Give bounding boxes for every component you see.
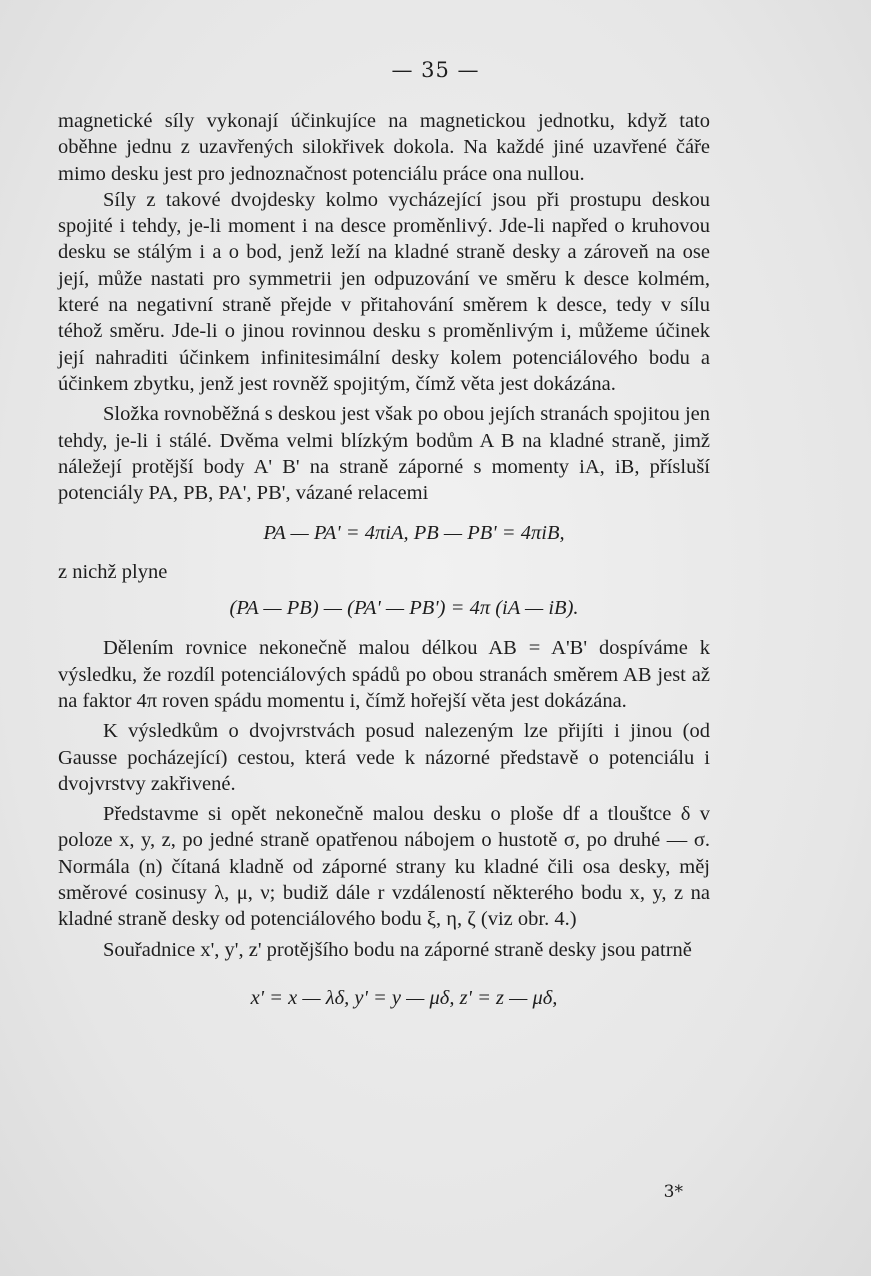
paragraph: Souřadnice x', y', z' protějšího bodu na záporné straně desky jsou patrně	[103, 938, 692, 961]
equation: x' = x — λδ, y' = y — μδ, z' = z — μδ,	[250, 986, 558, 1009]
paragraph: K výsledkům o dvojvrstvách posud nalezeným lze přijíti i jinou (od Gausse pocházející) cestou, která vede k názorné představě o potenciálu i dvojvrstvy zakřivené.	[58, 720, 710, 795]
paragraph: Složka rovnoběžná s deskou jest však po obou jejích stranách spojitou jen tehdy, je-li i stálé. Dvěma velmi blízkým bodům A B na kladné straně, jimž náležejí protější body A' B' na straně záporné s momenty iA, iB, přísluší potenciály PA, PB, PA', PB', vázané relacemi	[58, 403, 710, 505]
signature-mark: 3*	[663, 1182, 683, 1202]
paragraph: Dělením rovnice nekonečně malou délkou AB = A'B' dospíváme k výsledku, že rozdíl potenciálových spádů po obou stranách směrem AB jest až na faktor 4π roven spádu momentu i, čímž hořejší věta jest dokázána.	[58, 637, 710, 712]
paragraph: Síly z takové dvojdesky kolmo vycházející jsou při prostupu deskou spojité i tehdy, je-li moment i na desce proměnlivý. Jde-li napřed o kruhovou desku se stálým i a o bod, jenž leží na kladné straně desky a zároveň na ose její, může nastati pro symmetrii jen odpuzování ve směru k desce kolmém, které na negativní straně přejde v přitahování směrem k desce, tedy v sílu téhož směru. Jde-li o jinou rovinnou desku s proměnlivým i, můžeme účinek její nahraditi účinkem infinitesimální desky kolem potenciálového bodu a účinkem zbytku, jenž jest rovněž spojitým, čímž věta jest dokázána.	[58, 188, 710, 395]
page-number: — 35 —	[391, 58, 480, 82]
paragraph: magnetické síly vykonají účinkujíce na magnetickou jednotku, když tato oběhne jednu z uzavřených silokřivek dokola. Na každé jiné uzavřené čáře mimo desku jest pro jednoznačnost potenciálu práce ona nullou.	[58, 110, 710, 185]
page-body	[58, 108, 710, 1023]
paragraph: z nichž plyne	[58, 560, 168, 583]
paragraph: Představme si opět nekonečně malou desku o ploše df a tlouštce δ v poloze x, y, z, po jedné straně opatřenou nábojem o hustotě σ, po druhé — σ. Normála (n) čítaná kladně od záporné strany ku kladné čili osa desky, měj směrové cosinusy λ, μ, ν; budiž dále r vzdáleností některého bodu x, y, z na kladné straně desky od potenciálového bodu ξ, η, ζ (viz obr. 4.)	[58, 803, 710, 931]
equation: PA — PA' = 4πiA, PB — PB' = 4πiB,	[263, 522, 565, 545]
equation: (PA — PB) — (PA' — PB') = 4π (iA — iB).	[229, 597, 579, 620]
